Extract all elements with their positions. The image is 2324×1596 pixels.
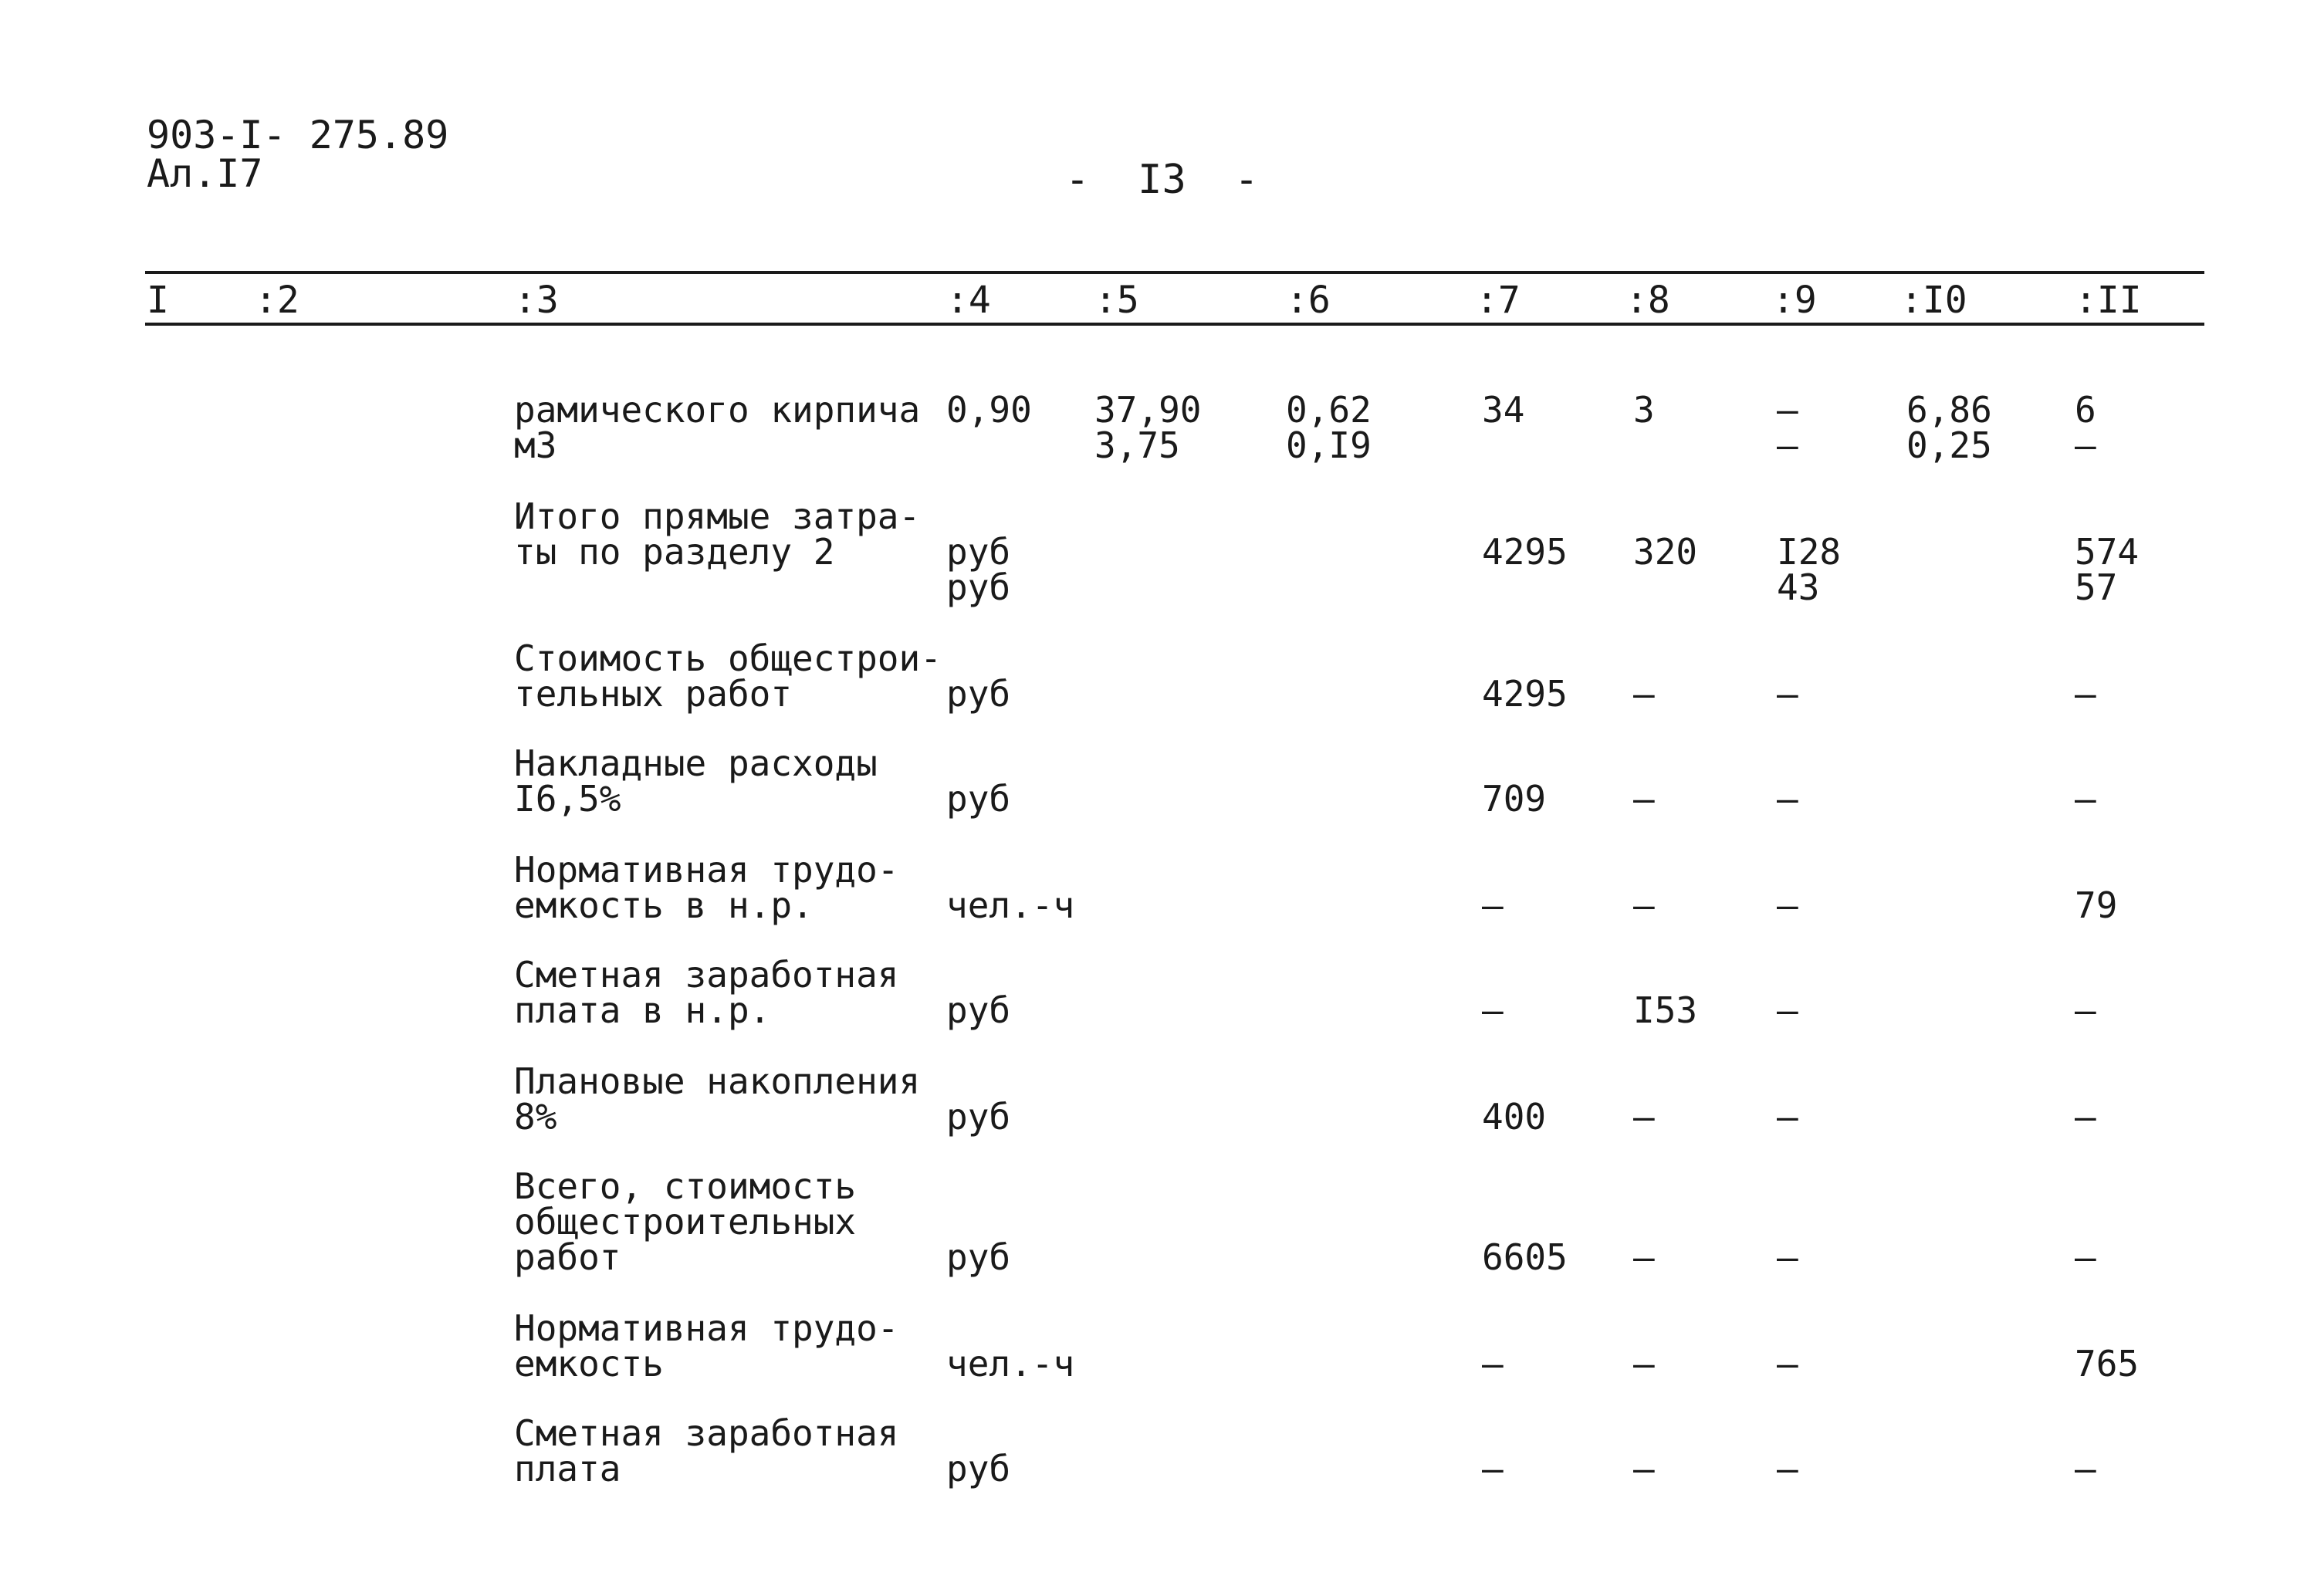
row-col-11: – — [2075, 778, 2096, 820]
row-unit: руб — [946, 1236, 1011, 1278]
row-col-7: – — [1482, 989, 1504, 1031]
row-item-name: Сметная заработная плата в н.р. — [514, 954, 899, 1031]
table-top-rule — [145, 271, 2204, 274]
row-col-9: – — [1777, 1236, 1798, 1278]
row-unit: чел.-ч — [946, 1343, 1075, 1385]
row-col-8: 320 — [1633, 531, 1698, 573]
row-unit: руб — [946, 989, 1011, 1031]
row-col-7: 709 — [1482, 778, 1547, 820]
row-col-10: 6,86 0,25 — [1906, 389, 1992, 466]
row-col-8: – — [1633, 1343, 1655, 1385]
row-item-name: Нормативная трудо- емкость в н.р. — [514, 849, 899, 926]
row-col-11: – — [2075, 1236, 2096, 1278]
column-header-10: :I0 — [1900, 279, 1967, 322]
row-col-11: 574 57 — [2075, 531, 2140, 608]
row-col-9: I28 43 — [1777, 531, 1842, 608]
row-col-11: – — [2075, 1448, 2096, 1489]
row-col-11: 6 – — [2075, 389, 2096, 466]
row-unit: руб — [946, 1096, 1011, 1138]
row-col-8: – — [1633, 1096, 1655, 1138]
row-col-8: – — [1633, 1448, 1655, 1489]
row-col-8: – — [1633, 673, 1655, 715]
row-col-7: 4295 — [1482, 531, 1568, 573]
row-col-7: – — [1482, 1343, 1504, 1385]
row-col-9: – — [1777, 673, 1798, 715]
column-header-5: :5 — [1094, 279, 1139, 322]
row-col-9: – — [1777, 1343, 1798, 1385]
column-header-6: :6 — [1286, 279, 1331, 322]
column-header-9: :9 — [1772, 279, 1817, 322]
row-col-9: – — [1777, 884, 1798, 926]
row-unit: руб руб — [946, 531, 1011, 608]
column-header-8: :8 — [1625, 279, 1670, 322]
column-header-11: :II — [2075, 279, 2142, 322]
row-col-8: – — [1633, 1236, 1655, 1278]
row-col-11: 765 — [2075, 1343, 2140, 1385]
row-col-9: – — [1777, 778, 1798, 820]
row-item-name: Накладные расходы I6,5% — [514, 742, 878, 820]
column-header-7: :7 — [1476, 279, 1521, 322]
row-unit: руб — [946, 778, 1011, 820]
row-col-9: – — [1777, 1448, 1798, 1489]
row-unit: руб — [946, 1448, 1011, 1489]
column-header-2: :2 — [255, 279, 299, 322]
column-header-4: :4 — [946, 279, 991, 322]
row-col-8: I53 — [1633, 989, 1698, 1031]
page-number: - I3 - — [1065, 157, 1259, 203]
row-col-7: 34 — [1482, 389, 1525, 431]
row-item-name: Стоимость общестрои- тельных работ — [514, 637, 942, 715]
row-col-8: – — [1633, 778, 1655, 820]
row-unit: 0,90 — [946, 389, 1032, 431]
row-col-11: – — [2075, 989, 2096, 1031]
row-col-7: 400 — [1482, 1096, 1547, 1138]
row-item-name: рамического кирпича м3 — [514, 389, 921, 466]
table-header-rule — [145, 323, 2204, 326]
row-col-9: – — [1777, 1096, 1798, 1138]
row-item-name: Сметная заработная плата — [514, 1412, 899, 1489]
row-col-7: – — [1482, 884, 1504, 926]
row-col-11: 79 — [2075, 884, 2118, 926]
column-header-1: I — [147, 279, 169, 322]
row-col-9: – – — [1777, 389, 1798, 466]
row-col-7: – — [1482, 1448, 1504, 1489]
document-code: 903-I- 275.89 Ал.I7 — [147, 113, 449, 196]
row-unit: руб — [946, 673, 1011, 715]
row-col-5: 37,90 3,75 — [1094, 389, 1202, 466]
row-col-11: – — [2075, 673, 2096, 715]
row-col-9: – — [1777, 989, 1798, 1031]
row-item-name: Плановые накопления 8% — [514, 1060, 921, 1138]
row-col-7: 6605 — [1482, 1236, 1568, 1278]
row-col-7: 4295 — [1482, 673, 1568, 715]
row-col-11: – — [2075, 1096, 2096, 1138]
row-item-name: Итого прямые затра- ты по разделу 2 — [514, 495, 921, 573]
row-item-name: Нормативная трудо- емкость — [514, 1307, 899, 1385]
row-col-6: 0,62 0,I9 — [1286, 389, 1372, 466]
row-col-8: 3 — [1633, 389, 1655, 431]
column-header-3: :3 — [514, 279, 559, 322]
row-unit: чел.-ч — [946, 884, 1075, 926]
row-item-name: Всего, стоимость общестроительных работ — [514, 1165, 857, 1278]
row-col-8: – — [1633, 884, 1655, 926]
